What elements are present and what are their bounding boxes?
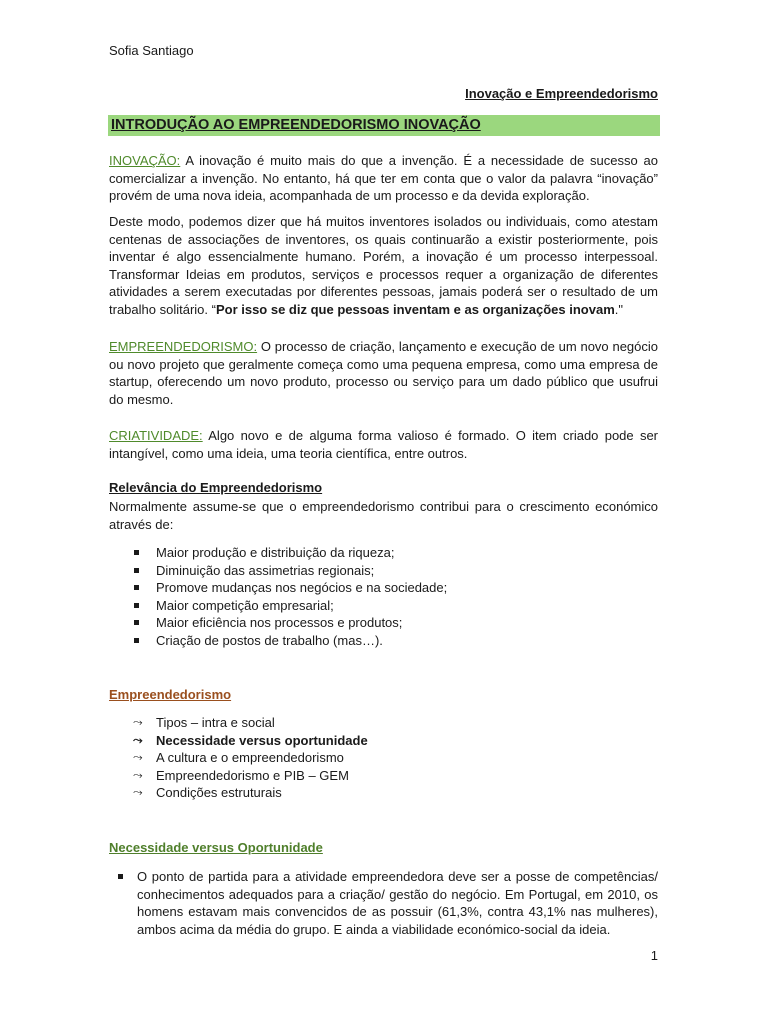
list-item: ⤳ A cultura e o empreendedorismo [133, 750, 344, 766]
section-banner: INTRODUÇÃO AO EMPREENDEDORISMO INOVAÇÃO [108, 115, 660, 136]
list-item: Maior eficiência nos processos e produtos; [134, 614, 447, 632]
list-item: ⤳ Empreendedorismo e PIB – GEM [133, 767, 349, 783]
necessity-item [118, 868, 658, 938]
square-bullet-icon [134, 568, 139, 573]
necessity-text: O ponto de partida para a atividade empreendedora deve ser a posse de competências/ conhecimentos adequados para a criação/ gestão do negócio. Em Portugal, em 2010, os homens estavam mais convencidos de as possuir (61,3%, contra 43,1% nas mulheres), ambos acima da média do grupo. E ainda a viabilidade económico-social da ideia. [137, 869, 658, 937]
relevance-intro: Normalmente assume-se que o empreendedorismo contribui para o crescimento económico através de: [109, 499, 658, 532]
square-bullet-icon [134, 550, 139, 555]
inventors-paragraph [109, 213, 658, 319]
innovation-text: A inovação é muito mais do que a invenção. É a necessidade de sucesso ao comercializar a invenção. No entanto, há que ter em conta que o valor da palavra “inovação” provém de uma nova ideia, acompanhada de um processo e da devida exploração. [109, 153, 658, 204]
relevance-list [134, 544, 447, 650]
creativity-label: CRIATIVIDADE: [109, 428, 203, 443]
innovation-paragraph [109, 152, 658, 205]
author-name: Sofia Santiago [109, 43, 194, 58]
creativity-text: Algo novo e de alguma forma valioso é formado. O item criado pode ser intangível, como uma ideia, uma teoria científica, entre outros. [109, 428, 658, 461]
inventors-end: ." [614, 301, 624, 317]
inventors-text: Deste modo, podemos dizer que há muitos inventores isolados ou individuais, como atestam centenas de associações de inventores, os quais continuarão a existir posteriormente, pois inventar é algo essencialmente humano. Porém, a inovação é um processo interpessoal. Transformar Ideias em produtos, serviços e processos requer a organização de diferentes atividades a serem executadas por diferentes pessoas, jamais poderá ser o resultado de um trabalho solitário. “ [109, 214, 658, 317]
wavy-arrow-icon: ⤳ [133, 785, 143, 800]
inventors-quote: Por isso se diz que pessoas inventam e as organizações inovam [215, 301, 615, 317]
square-bullet-icon [134, 585, 139, 590]
list-item: Maior competição empresarial; [134, 597, 447, 615]
list-item: ⤳ Tipos – intra e social [133, 715, 275, 730]
square-bullet-icon [118, 874, 123, 879]
list-item: ⤳ Necessidade versus oportunidade [133, 732, 368, 748]
necessity-heading: Necessidade versus Oportunidade [109, 840, 323, 855]
list-item: Promove mudanças nos negócios e na sociedade; [134, 579, 447, 597]
wavy-arrow-icon: ⤳ [133, 750, 143, 765]
topics-list [133, 714, 368, 802]
wavy-arrow-icon: ⤳ [133, 767, 143, 782]
list-item: Criação de postos de trabalho (mas…). [134, 632, 447, 650]
creativity-paragraph [109, 427, 658, 462]
list-item: Maior produção e distribuição da riqueza; [134, 544, 447, 562]
square-bullet-icon [134, 620, 139, 625]
square-bullet-icon [134, 603, 139, 608]
entrepreneurship-text: O processo de criação, lançamento e execução de um novo negócio ou novo projeto que geralmente começa como uma pequena empresa, como uma empresa de startup, oferecendo um novo produto, processo ou serviço para um dado público que usufrui do mesmo. [109, 339, 658, 407]
wavy-arrow-icon: ⤳ [133, 732, 143, 747]
page-number: 1 [650, 948, 658, 963]
innovation-label: INOVAÇÃO: [109, 153, 181, 168]
square-bullet-icon [134, 638, 139, 643]
relevance-heading: Relevância do Empreendedorismo [109, 480, 323, 495]
entrepreneurship-paragraph [109, 338, 658, 408]
wavy-arrow-icon: ⤳ [133, 715, 143, 729]
list-item: Diminuição das assimetrias regionais; [134, 562, 447, 580]
entrepreneurship-label: EMPREENDEDORISMO: [109, 339, 258, 354]
list-item: ⤳ Condições estruturais [133, 785, 282, 801]
document-title: Inovação e Empreendedorismo [465, 86, 658, 101]
topics-heading: Empreendedorismo [109, 687, 232, 702]
